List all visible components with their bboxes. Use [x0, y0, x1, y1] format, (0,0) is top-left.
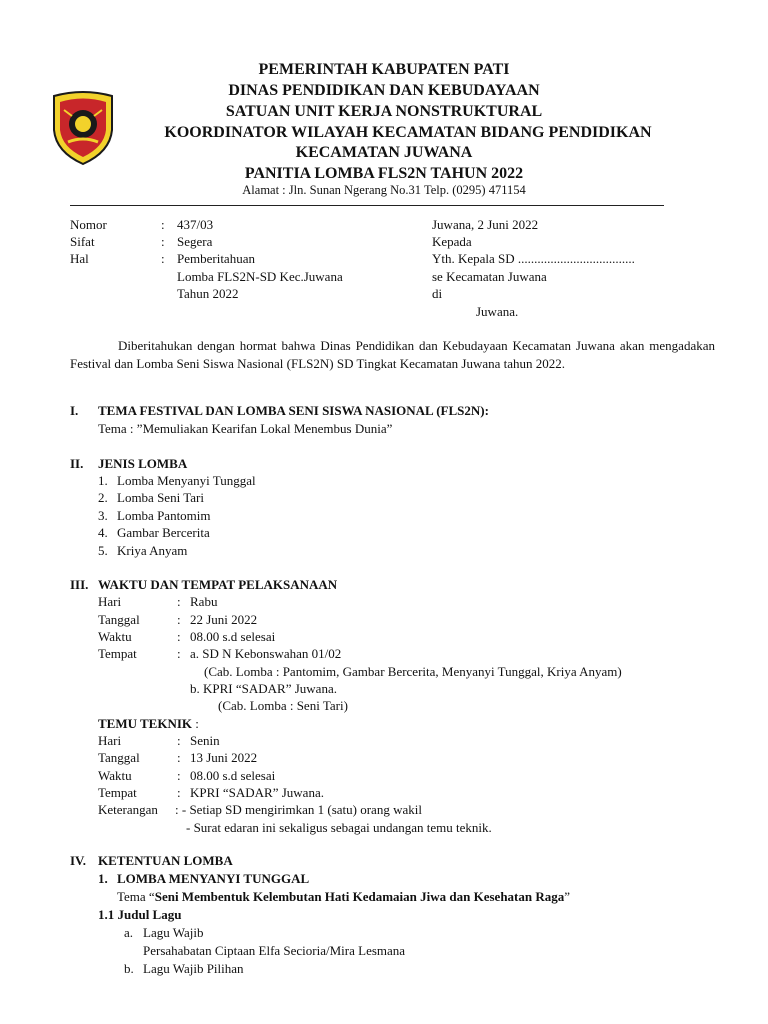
subsection-1-title: LOMBA MENYANYI TUNGGAL [117, 871, 310, 886]
waktu-label: Waktu [98, 629, 132, 644]
tanggal-label: Tanggal [98, 612, 140, 627]
section-1-number: I. [70, 403, 79, 418]
list-item-number: 2. [98, 490, 108, 505]
temu-waktu-value: 08.00 s.d selesai [190, 768, 276, 783]
section-2-title: JENIS LOMBA [98, 456, 188, 471]
nomor-value: 437/03 [177, 217, 214, 232]
list-item-number: 1. [98, 473, 108, 488]
list-item: Lomba Seni Tari [117, 490, 204, 505]
keterangan-item-1: : - Setiap SD mengirimkan 1 (satu) orang wakil [175, 802, 422, 817]
letter-date: Juwana, 2 Juni 2022 [432, 217, 539, 232]
keterangan-item-2: - Surat edaran ini sekaligus sebagai undangan temu teknik. [186, 820, 492, 835]
temu-tanggal-label: Tanggal [98, 750, 140, 765]
hari-label: Hari [98, 594, 122, 609]
header-divider [70, 205, 664, 206]
header-line-4: KOORDINATOR WILAYAH KECAMATAN BIDANG PENDIDIKAN [164, 124, 652, 141]
temu-teknik-title: TEMU TEKNIK [98, 716, 193, 731]
section-2-number: II. [70, 456, 84, 471]
list-item-number: a. [124, 925, 134, 940]
tema-text: Seni Membentuk Kelembutan Hati Kedamaian Jiwa dan Kesehatan Raga [154, 889, 565, 904]
hal-value-line-2: Lomba FLS2N-SD Kec.Juwana [177, 269, 343, 284]
header-address: Alamat : Jln. Sunan Ngerang No.31 Telp. (0295) 471154 [242, 183, 526, 197]
list-item: Kriya Anyam [117, 543, 188, 558]
judul-lagu-heading: 1.1 Judul Lagu [98, 907, 182, 922]
tempat-a: a. SD N Kebonswahan 01/02 [190, 646, 342, 661]
temu-tanggal-colon: : [177, 750, 181, 765]
temu-hari-colon: : [177, 733, 181, 748]
tanggal-value: 22 Juni 2022 [190, 612, 258, 627]
hal-colon: : [161, 251, 165, 266]
recipient-kepada: Kepada [432, 234, 472, 249]
list-item: Lomba Pantomim [117, 508, 211, 523]
tema-prefix: Tema “ [117, 889, 155, 904]
list-item: Lomba Menyanyi Tunggal [117, 473, 256, 488]
section-4-number: IV. [70, 853, 87, 868]
intro-paragraph: Diberitahukan dengan hormat bahwa Dinas Pendidikan dan Kebudayaan Kecamatan Juwana akan mengadakan Festival dan Lomba Seni Siswa Nasional (FLS2N) SD Tingkat Kecamatan Juwana tahun 2022. [70, 338, 715, 371]
tema-suffix: ” [564, 889, 571, 904]
section-3-title: WAKTU DAN TEMPAT PELAKSANAAN [98, 577, 338, 592]
lagu-wajib-label: Lagu Wajib [143, 925, 204, 940]
recipient-city: Juwana. [476, 304, 519, 319]
waktu-colon: : [177, 629, 181, 644]
temu-waktu-label: Waktu [98, 768, 132, 783]
subsection-1-number: 1. [98, 871, 108, 886]
temu-teknik-heading [98, 716, 199, 732]
tempat-a-cabang: (Cab. Lomba : Pantomim, Gambar Bercerita, Menyanyi Tunggal, Kriya Anyam) [204, 664, 622, 679]
header-line-6: PANITIA LOMBA FLS2N TAHUN 2022 [244, 165, 524, 182]
hal-value-line-3: Tahun 2022 [177, 286, 239, 301]
temu-tanggal-value: 13 Juni 2022 [190, 750, 258, 765]
keterangan-label: Keterangan [98, 802, 158, 817]
hari-colon: : [177, 594, 181, 609]
sifat-colon: : [161, 234, 165, 249]
hal-value-line-1: Pemberitahuan [177, 251, 255, 266]
header-line-2: DINAS PENDIDIKAN DAN KEBUDAYAAN [228, 82, 540, 99]
tanggal-colon: : [177, 612, 181, 627]
lagu-wajib-detail: Persahabatan Ciptaan Elfa Secioria/Mira Lesmana [143, 943, 406, 958]
recipient-di: di [432, 286, 443, 301]
menyanyi-tema [117, 889, 570, 905]
nomor-colon: : [161, 217, 165, 232]
list-item-number: 4. [98, 525, 108, 540]
hal-label: Hal [70, 251, 89, 266]
list-item-number: 3. [98, 508, 108, 523]
recipient-yth: Yth. Kepala SD .................................... [432, 251, 635, 266]
hari-value: Rabu [190, 594, 218, 609]
waktu-value: 08.00 s.d selesai [190, 629, 276, 644]
section-3-number: III. [70, 577, 89, 592]
recipient-se: se Kecamatan Juwana [432, 269, 547, 284]
sifat-value: Segera [177, 234, 213, 249]
header-line-3: SATUAN UNIT KERJA NONSTRUKTURAL [225, 103, 543, 120]
tempat-colon: : [177, 646, 181, 661]
list-item-number: b. [124, 961, 134, 976]
temu-tempat-label: Tempat [98, 785, 137, 800]
tempat-label: Tempat [98, 646, 137, 661]
header-line-1: PEMERINTAH KABUPATEN PATI [258, 61, 510, 78]
temu-teknik-colon: : [192, 716, 199, 731]
temu-tempat-value: KPRI “SADAR” Juwana. [190, 785, 324, 800]
temu-tempat-colon: : [177, 785, 181, 800]
list-item-number: 5. [98, 543, 108, 558]
temu-waktu-colon: : [177, 768, 181, 783]
temu-hari-label: Hari [98, 733, 122, 748]
section-1-tema: Tema : ”Memuliakan Kearifan Lokal Menembus Dunia” [98, 421, 393, 436]
sifat-label: Sifat [70, 234, 95, 249]
list-item: Gambar Bercerita [117, 525, 210, 540]
header-line-5: KECAMATAN JUWANA [295, 144, 473, 161]
nomor-label: Nomor [70, 217, 107, 232]
tempat-b: b. KPRI “SADAR” Juwana. [190, 681, 337, 696]
lagu-wajib-pilihan-label: Lagu Wajib Pilihan [143, 961, 244, 976]
section-1-title: TEMA FESTIVAL DAN LOMBA SENI SISWA NASIONAL (FLS2N): [98, 403, 489, 418]
section-4-title: KETENTUAN LOMBA [98, 853, 233, 868]
temu-hari-value: Senin [190, 733, 220, 748]
tempat-b-cabang: (Cab. Lomba : Seni Tari) [218, 698, 348, 713]
